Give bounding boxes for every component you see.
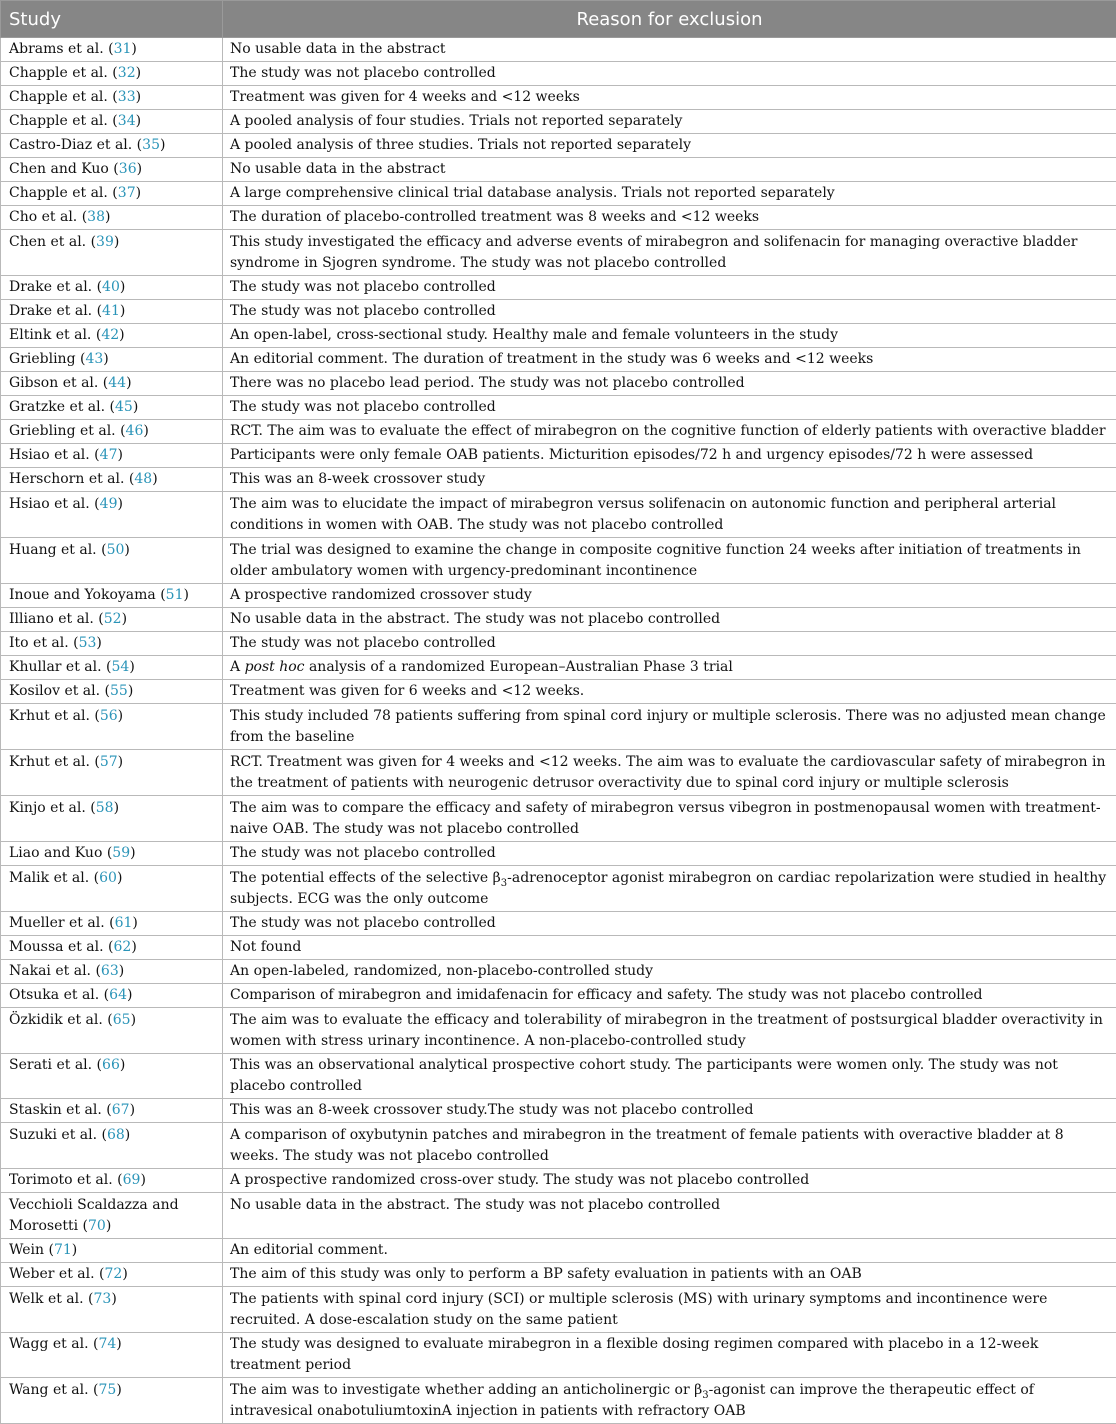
study-cell: Abrams et al. (31) — [1, 38, 223, 62]
reason-text: An editorial comment. — [230, 1242, 388, 1258]
table-row — [1, 584, 1116, 608]
reason-text: The study was not placebo controlled — [230, 635, 496, 651]
reason-text-lead: A — [230, 659, 245, 675]
table-row — [1, 1333, 1116, 1378]
study-author: Staskin et al. — [9, 1102, 102, 1118]
table-header — [1, 1, 1116, 38]
study-author: Malik et al. — [9, 870, 89, 886]
study-cell: Inoue and Yokoyama (51) — [1, 584, 223, 608]
study-cell: Chen and Kuo (36) — [1, 158, 223, 182]
study-author: Kosilov et al. — [9, 683, 100, 699]
reason-cell — [223, 420, 1116, 444]
reason-cell — [223, 1193, 1116, 1239]
study-author: Welk et al. — [9, 1291, 84, 1307]
reason-text: The aim of this study was only to perform a BP safety evaluation in patients with an OAB — [230, 1266, 862, 1282]
reference-link[interactable]: 70 — [88, 1218, 106, 1234]
reason-text: No usable data in the abstract — [230, 161, 446, 177]
study-cell: Wang et al. (75) — [1, 1378, 223, 1424]
reason-cell — [223, 396, 1116, 420]
table-row — [1, 276, 1116, 300]
reason-cell — [223, 492, 1116, 538]
reason-text: This study included 78 patients suffering from spinal cord injury or multiple sclerosis. There was no adjusted mean change from the baseline — [230, 708, 1106, 745]
study-cell: Staskin et al. (67) — [1, 1099, 223, 1123]
table-row — [1, 86, 1116, 110]
reason-text: The patients with spinal cord injury (SCI) or multiple sclerosis (MS) with urinary symptoms and incontinence were recruited. A dose-escalation study on the same patient — [230, 1291, 1047, 1328]
table-row — [1, 110, 1116, 134]
study-cell: Liao and Kuo (59) — [1, 842, 223, 866]
table-row — [1, 1099, 1116, 1123]
study-cell: Gratzke et al. (45) — [1, 396, 223, 420]
reason-text: Comparison of mirabegron and imidafenacin for efficacy and safety. The study was not placebo controlled — [230, 987, 982, 1003]
reason-text: A comparison of oxybutynin patches and mirabegron in the treatment of female patients with overactive bladder at 8 weeks. The study was not placebo controlled — [230, 1127, 1064, 1164]
table-row — [1, 656, 1116, 680]
reason-cell — [223, 1287, 1116, 1333]
table-row — [1, 134, 1116, 158]
reason-text: The study was not placebo controlled — [230, 399, 496, 415]
study-cell: Khullar et al. (54) — [1, 656, 223, 680]
study-cell: Kinjo et al. (58) — [1, 796, 223, 842]
reason-text: An open-label, cross-sectional study. Healthy male and female volunteers in the study — [230, 327, 838, 343]
reason-cell — [223, 866, 1116, 912]
study-author: Chapple et al. — [9, 185, 108, 201]
table-row — [1, 912, 1116, 936]
reason-text: No usable data in the abstract — [230, 41, 446, 57]
reason-cell — [223, 936, 1116, 960]
reason-text: This was an observational analytical prospective cohort study. The participants were women only. The study was not placebo controlled — [230, 1057, 1058, 1094]
study-author: Vecchioli Scaldazza and Morosetti — [9, 1197, 179, 1234]
reference-link[interactable]: 35 — [142, 137, 160, 153]
study-cell: Krhut et al. (56) — [1, 704, 223, 750]
table-row — [1, 1239, 1116, 1263]
table-row — [1, 936, 1116, 960]
reason-cell — [223, 796, 1116, 842]
reason-text: The study was not placebo controlled — [230, 303, 496, 319]
study-author: Drake et al. — [9, 279, 92, 295]
table-row — [1, 206, 1116, 230]
study-author: Wagg et al. — [9, 1336, 89, 1352]
study-cell: Vecchioli Scaldazza and Morosetti (70) — [1, 1193, 223, 1239]
study-author: Krhut et al. — [9, 754, 90, 770]
study-author: Suzuki et al. — [9, 1127, 97, 1143]
reason-text: Treatment was given for 4 weeks and <12 weeks — [230, 89, 580, 105]
reference-link[interactable]: 34 — [118, 113, 136, 129]
study-author: Wang et al. — [9, 1382, 89, 1398]
study-cell: Suzuki et al. (68) — [1, 1123, 223, 1169]
study-author: Kinjo et al. — [9, 800, 86, 816]
table-row — [1, 796, 1116, 842]
table-row — [1, 468, 1116, 492]
reason-cell — [223, 300, 1116, 324]
study-author: Drake et al. — [9, 303, 92, 319]
reason-text: This was an 8-week crossover study.The study was not placebo controlled — [230, 1102, 753, 1118]
study-author: Moussa et al. — [9, 939, 104, 955]
reference-link[interactable]: 61 — [115, 915, 133, 931]
table-row — [1, 348, 1116, 372]
study-cell: Ito et al. (53) — [1, 632, 223, 656]
table-row — [1, 444, 1116, 468]
study-author: Chapple et al. — [9, 89, 108, 105]
reference-link[interactable]: 39 — [96, 234, 114, 250]
study-author: Chen and Kuo — [9, 161, 109, 177]
reason-text: The trial was designed to examine the change in composite cognitive function 24 weeks after initiation of treatments in older ambulatory women with urgency-predominant incontinence — [230, 542, 1081, 579]
header-row — [1, 1, 1116, 38]
table-row — [1, 680, 1116, 704]
study-author: Khullar et al. — [9, 659, 102, 675]
reason-text-lead: The aim was to investigate whether adding an anticholinergic or β — [230, 1382, 702, 1398]
study-cell: Torimoto et al. (69) — [1, 1169, 223, 1193]
table-row — [1, 1263, 1116, 1287]
table-row — [1, 842, 1116, 866]
reason-cell — [223, 62, 1116, 86]
reference-link[interactable]: 51 — [166, 587, 184, 603]
study-cell: Gibson et al. (44) — [1, 372, 223, 396]
reason-cell — [223, 632, 1116, 656]
reference-link[interactable]: 42 — [101, 327, 119, 343]
reference-link[interactable]: 57 — [100, 754, 118, 770]
study-author: Herschorn et al. — [9, 471, 124, 487]
study-author: Chapple et al. — [9, 113, 108, 129]
reason-text: The study was not placebo controlled — [230, 915, 496, 931]
study-author: Abrams et al. — [9, 41, 104, 57]
study-author: Mueller et al. — [9, 915, 105, 931]
study-cell: Chapple et al. (33) — [1, 86, 223, 110]
table-row — [1, 300, 1116, 324]
reference-link[interactable]: 41 — [102, 303, 120, 319]
reference-link[interactable]: 64 — [109, 987, 127, 1003]
study-author: Griebling — [9, 351, 76, 367]
study-author: Eltink et al. — [9, 327, 91, 343]
reason-cell — [223, 110, 1116, 134]
study-cell: Herschorn et al. (48) — [1, 468, 223, 492]
study-author: Inoue and Yokoyama — [9, 587, 156, 603]
reference-link[interactable]: 71 — [54, 1242, 72, 1258]
study-cell: Krhut et al. (57) — [1, 750, 223, 796]
reference-link[interactable]: 73 — [94, 1291, 112, 1307]
reference-link[interactable]: 46 — [126, 423, 144, 439]
reference-link[interactable]: 69 — [123, 1172, 141, 1188]
study-cell: Weber et al. (72) — [1, 1263, 223, 1287]
reference-link[interactable]: 67 — [112, 1102, 130, 1118]
reference-link[interactable]: 52 — [104, 611, 122, 627]
reason-text: The study was not placebo controlled — [230, 279, 496, 295]
reason-text: The aim was to compare the efficacy and safety of mirabegron versus vibegron in postmenopausal women with treatment-naive OAB. The study was not placebo controlled — [230, 800, 1101, 837]
study-cell: Drake et al. (41) — [1, 300, 223, 324]
reason-cell — [223, 1169, 1116, 1193]
reason-cell — [223, 38, 1116, 62]
reference-link[interactable]: 68 — [107, 1127, 125, 1143]
reference-link[interactable]: 47 — [100, 447, 118, 463]
table-row — [1, 372, 1116, 396]
reason-text: There was no placebo lead period. The study was not placebo controlled — [230, 375, 745, 391]
reason-text: The study was not placebo controlled — [230, 845, 496, 861]
reason-text: -adrenoceptor agonist mirabegron on cardiac repolarization were studied in healthy subjects. ECG was the only outcome — [230, 870, 1106, 907]
header-study: Study — [1, 1, 223, 38]
reason-text: Participants were only female OAB patients. Micturition episodes/72 h and urgency episodes/72 h were assessed — [230, 447, 1033, 463]
reference-link[interactable]: 66 — [102, 1057, 120, 1073]
reason-text: A prospective randomized cross-over study. The study was not placebo controlled — [230, 1172, 809, 1188]
study-cell: Serati et al. (66) — [1, 1054, 223, 1099]
table-row — [1, 704, 1116, 750]
study-author: Serati et al. — [9, 1057, 92, 1073]
reference-link[interactable]: 53 — [79, 635, 97, 651]
reason-text: The aim was to elucidate the impact of mirabegron versus solifenacin on autonomic function and peripheral arterial conditions in women with OAB. The study was not placebo controlled — [230, 496, 1056, 533]
reason-text: No usable data in the abstract. The study was not placebo controlled — [230, 1197, 720, 1213]
reference-link[interactable]: 54 — [112, 659, 130, 675]
study-cell: Otsuka et al. (64) — [1, 984, 223, 1008]
reference-link[interactable]: 36 — [119, 161, 137, 177]
reason-text: RCT. The aim was to evaluate the effect of mirabegron on the cognitive function of elderly patients with overactive bladder — [230, 423, 1106, 439]
table-row — [1, 396, 1116, 420]
reason-text: -agonist can improve the therapeutic effect of intravesical onabotuliumtoxinA injection in patients with refractory OAB — [230, 1382, 1034, 1419]
study-cell: Chapple et al. (32) — [1, 62, 223, 86]
study-author: Otsuka et al. — [9, 987, 99, 1003]
study-cell: Eltink et al. (42) — [1, 324, 223, 348]
reason-text: This study investigated the efficacy and adverse events of mirabegron and solifenacin for managing overactive bladder syndrome in Sjogren syndrome. The study was not placebo controlled — [230, 234, 1078, 271]
reason-cell — [223, 842, 1116, 866]
table-row — [1, 62, 1116, 86]
reference-link[interactable]: 43 — [85, 351, 103, 367]
table-row — [1, 538, 1116, 584]
reason-subscript: 3 — [702, 1390, 708, 1401]
table-row — [1, 866, 1116, 912]
study-author: Cho et al. — [9, 209, 77, 225]
reference-link[interactable]: 74 — [98, 1336, 116, 1352]
study-cell: Wagg et al. (74) — [1, 1333, 223, 1378]
reason-cell — [223, 324, 1116, 348]
reason-text: A prospective randomized crossover study — [230, 587, 532, 603]
reference-link[interactable]: 40 — [102, 279, 120, 295]
study-cell: Chapple et al. (34) — [1, 110, 223, 134]
reason-text: The study was not placebo controlled — [230, 65, 496, 81]
reason-cell — [223, 348, 1116, 372]
study-cell: Mueller et al. (61) — [1, 912, 223, 936]
reference-link[interactable]: 56 — [100, 708, 118, 724]
reason-text: The duration of placebo-controlled treatment was 8 weeks and <12 weeks — [230, 209, 759, 225]
study-cell: Moussa et al. (62) — [1, 936, 223, 960]
reason-cell — [223, 230, 1116, 276]
table-row — [1, 420, 1116, 444]
reason-text: This was an 8-week crossover study — [230, 471, 485, 487]
reason-cell — [223, 86, 1116, 110]
study-cell: Malik et al. (60) — [1, 866, 223, 912]
study-author: Gibson et al. — [9, 375, 98, 391]
study-cell: Cho et al. (38) — [1, 206, 223, 230]
table-row — [1, 632, 1116, 656]
reason-cell — [223, 372, 1116, 396]
reason-cell — [223, 444, 1116, 468]
study-author: Wein — [9, 1242, 44, 1258]
reason-text: The aim was to evaluate the efficacy and tolerability of mirabegron in the treatment of postsurgical bladder overactivity in women with stress urinary incontinence. A non-placebo-controlled study — [230, 1012, 1103, 1049]
reference-link[interactable]: 55 — [110, 683, 128, 699]
reason-cell — [223, 538, 1116, 584]
reference-link[interactable]: 59 — [112, 845, 130, 861]
study-cell: Illiano et al. (52) — [1, 608, 223, 632]
study-cell: Nakai et al. (63) — [1, 960, 223, 984]
reason-cell — [223, 704, 1116, 750]
study-author: Chapple et al. — [9, 65, 108, 81]
study-cell: Hsiao et al. (47) — [1, 444, 223, 468]
reason-cell — [223, 1263, 1116, 1287]
reason-text: Treatment was given for 6 weeks and <12 weeks. — [230, 683, 584, 699]
reason-cell — [223, 656, 1116, 680]
reason-cell — [223, 1378, 1116, 1424]
table-row — [1, 1287, 1116, 1333]
reason-cell — [223, 912, 1116, 936]
study-cell: Griebling (43) — [1, 348, 223, 372]
table-row — [1, 158, 1116, 182]
reference-link[interactable]: 72 — [104, 1266, 122, 1282]
reason-cell — [223, 1054, 1116, 1099]
study-author: Illiano et al. — [9, 611, 94, 627]
reference-link[interactable]: 33 — [118, 89, 136, 105]
reference-link[interactable]: 62 — [114, 939, 132, 955]
reference-link[interactable]: 50 — [107, 542, 125, 558]
reference-link[interactable]: 45 — [115, 399, 133, 415]
reason-cell — [223, 1008, 1116, 1054]
table-row — [1, 1169, 1116, 1193]
study-author: Ito et al. — [9, 635, 69, 651]
reason-text: The study was designed to evaluate mirabegron in a flexible dosing regimen compared with placebo in a 12-week treatment period — [230, 1336, 1038, 1373]
reference-link[interactable]: 37 — [118, 185, 136, 201]
reason-cell — [223, 276, 1116, 300]
reason-cell — [223, 182, 1116, 206]
study-cell: Huang et al. (50) — [1, 538, 223, 584]
table-row — [1, 984, 1116, 1008]
reason-cell — [223, 960, 1116, 984]
study-author: Chen et al. — [9, 234, 86, 250]
reason-text: A pooled analysis of three studies. Trials not reported separately — [230, 137, 691, 153]
reference-link[interactable]: 65 — [113, 1012, 131, 1028]
reason-subscript: 3 — [501, 878, 507, 889]
reason-cell — [223, 1239, 1116, 1263]
reference-link[interactable]: 75 — [99, 1382, 117, 1398]
study-author: Torimoto et al. — [9, 1172, 113, 1188]
study-author: Hsiao et al. — [9, 447, 90, 463]
reason-text: RCT. Treatment was given for 4 weeks and <12 weeks. The aim was to evaluate the cardiovascular safety of mirabegron in the treatment of patients with neurogenic detrusor overactivity due to spinal cord injury or multiple sclerosis — [230, 754, 1106, 791]
study-cell: Chen et al. (39) — [1, 230, 223, 276]
study-author: Nakai et al. — [9, 963, 91, 979]
table-row — [1, 1378, 1116, 1424]
study-author: Huang et al. — [9, 542, 97, 558]
reason-text: Not found — [230, 939, 301, 955]
table-row — [1, 38, 1116, 62]
table-row — [1, 750, 1116, 796]
table-row — [1, 324, 1116, 348]
reason-text: A large comprehensive clinical trial database analysis. Trials not reported separately — [230, 185, 835, 201]
table-body — [1, 38, 1116, 1424]
reference-link[interactable]: 49 — [100, 496, 118, 512]
reference-link[interactable]: 44 — [108, 375, 126, 391]
study-cell: Kosilov et al. (55) — [1, 680, 223, 704]
study-author: Liao and Kuo — [9, 845, 102, 861]
reference-link[interactable]: 31 — [114, 41, 132, 57]
reason-cell — [223, 1333, 1116, 1378]
study-author: Griebling et al. — [9, 423, 116, 439]
study-author: Krhut et al. — [9, 708, 90, 724]
table-row — [1, 230, 1116, 276]
reference-link[interactable]: 38 — [87, 209, 105, 225]
reason-cell — [223, 984, 1116, 1008]
study-cell: Drake et al. (40) — [1, 276, 223, 300]
table-row — [1, 1193, 1116, 1239]
reason-text-italic: post hoc — [245, 659, 305, 675]
study-cell: Wein (71) — [1, 1239, 223, 1263]
reason-text: analysis of a randomized European–Australian Phase 3 trial — [305, 659, 733, 675]
study-cell: Griebling et al. (46) — [1, 420, 223, 444]
reason-cell — [223, 608, 1116, 632]
table-row — [1, 608, 1116, 632]
reason-cell — [223, 680, 1116, 704]
study-author: Özkidik et al. — [9, 1012, 103, 1028]
study-author: Castro-Diaz et al. — [9, 137, 132, 153]
reason-cell — [223, 584, 1116, 608]
reason-text: An open-labeled, randomized, non-placebo-controlled study — [230, 963, 653, 979]
table-row — [1, 1123, 1116, 1169]
reason-cell — [223, 134, 1116, 158]
table-row — [1, 182, 1116, 206]
header-reason: Reason for exclusion — [223, 1, 1116, 38]
reference-link[interactable]: 63 — [101, 963, 119, 979]
study-author: Gratzke et al. — [9, 399, 105, 415]
reference-link[interactable]: 60 — [99, 870, 117, 886]
study-cell: Hsiao et al. (49) — [1, 492, 223, 538]
reason-text: An editorial comment. The duration of treatment in the study was 6 weeks and <12 weeks — [230, 351, 873, 367]
table-row — [1, 1008, 1116, 1054]
reason-cell — [223, 468, 1116, 492]
reason-cell — [223, 206, 1116, 230]
reason-text-lead: The potential effects of the selective β — [230, 870, 501, 886]
reference-link[interactable]: 32 — [118, 65, 136, 81]
study-cell: Welk et al. (73) — [1, 1287, 223, 1333]
reason-cell — [223, 158, 1116, 182]
reference-link[interactable]: 58 — [96, 800, 114, 816]
study-cell: Chapple et al. (37) — [1, 182, 223, 206]
reason-cell — [223, 1099, 1116, 1123]
table-row — [1, 1054, 1116, 1099]
table-row — [1, 960, 1116, 984]
reason-text: No usable data in the abstract. The study was not placebo controlled — [230, 611, 720, 627]
study-author: Weber et al. — [9, 1266, 95, 1282]
study-author: Hsiao et al. — [9, 496, 90, 512]
reason-cell — [223, 750, 1116, 796]
table-row — [1, 492, 1116, 538]
reference-link[interactable]: 48 — [134, 471, 152, 487]
study-cell: Özkidik et al. (65) — [1, 1008, 223, 1054]
reason-text: A pooled analysis of four studies. Trials not reported separately — [230, 113, 682, 129]
study-cell: Castro-Diaz et al. (35) — [1, 134, 223, 158]
reason-cell — [223, 1123, 1116, 1169]
